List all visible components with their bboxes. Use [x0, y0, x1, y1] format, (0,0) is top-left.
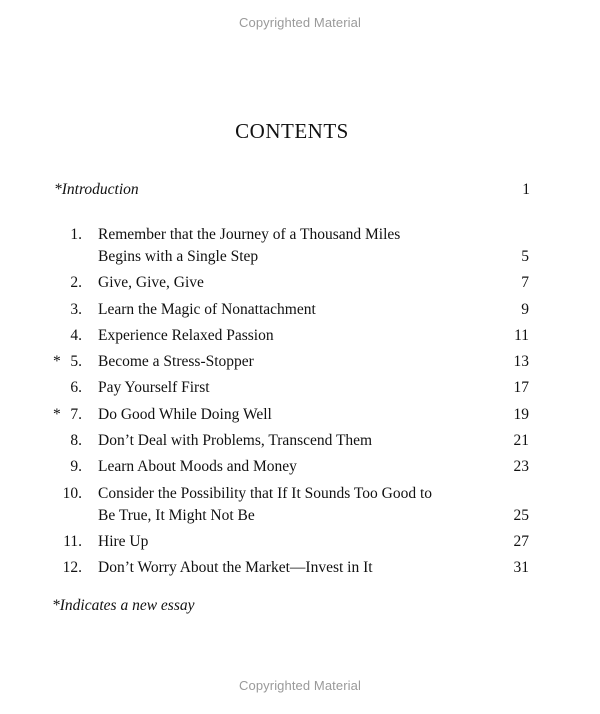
chapter-title: [98, 404, 478, 426]
chapter-title: [98, 325, 478, 347]
chapter-title: [98, 456, 478, 478]
chapter-page-number: 7: [521, 274, 529, 292]
toc-entry: [0, 224, 600, 268]
toc-entry: [0, 456, 600, 478]
chapter-title-line: Learn About Moods and Money: [98, 458, 297, 476]
toc-entry: [0, 351, 600, 373]
chapter-title: [98, 224, 478, 268]
chapter-title-line: Learn the Magic of Nonattachment: [98, 300, 316, 318]
toc-entry: [0, 272, 600, 294]
chapter-title: [98, 483, 478, 527]
chapter-number: 5.: [70, 353, 82, 371]
chapter-title-line: Give, Give, Give: [98, 274, 204, 292]
chapter-title-line: Be True, It Might Not Be: [98, 506, 255, 524]
chapter-page-number: 23: [513, 458, 529, 476]
chapter-number: 3.: [70, 300, 82, 318]
page-title: CONTENTS: [235, 119, 349, 143]
chapter-title-line: Do Good While Doing Well: [98, 405, 272, 423]
chapter-title: [98, 351, 478, 373]
introduction-label: *Introduction: [54, 181, 139, 198]
chapter-title-line: Pay Yourself First: [98, 379, 210, 397]
chapter-page-number: 21: [513, 432, 529, 450]
chapter-page-number: 17: [513, 379, 529, 397]
watermark-top: Copyrighted Material: [239, 15, 361, 30]
chapter-title-line: Hire Up: [98, 532, 149, 550]
chapter-title-line: Consider the Possibility that If It Sounds Too Good to: [98, 484, 433, 502]
chapter-page-number: 9: [521, 300, 529, 318]
chapter-title-line: Don’t Deal with Problems, Transcend Them: [98, 432, 373, 450]
chapter-title-line: Don’t Worry About the Market—Invest in It: [98, 559, 373, 577]
chapter-page-number: 25: [513, 506, 529, 524]
chapter-number: 8.: [70, 432, 82, 450]
chapter-page-number: 5: [521, 248, 529, 265]
chapter-number: 11.: [63, 532, 82, 550]
toc-entry-introduction: [54, 181, 530, 199]
chapter-number: 9.: [70, 458, 82, 476]
watermark-bottom: Copyrighted Material: [239, 678, 361, 693]
introduction-page-number: 1: [522, 181, 530, 198]
chapter-title-line: Begins with a Single Step: [98, 248, 259, 265]
chapter-page-number: 11: [514, 326, 529, 344]
chapter-title-line: Experience Relaxed Passion: [98, 326, 274, 344]
chapter-number: 12.: [62, 559, 82, 577]
chapter-title: [98, 272, 478, 294]
chapter-title: [98, 531, 478, 553]
toc-entry: [0, 557, 600, 579]
chapter-number: 1.: [70, 226, 82, 243]
toc-entry: [0, 377, 600, 399]
chapter-title-line: Become a Stress-Stopper: [98, 353, 254, 371]
chapter-title-line: Remember that the Journey of a Thousand Miles: [98, 226, 401, 243]
chapter-number: 6.: [70, 379, 82, 397]
toc-entry: [0, 404, 600, 426]
new-essay-marker: *: [53, 353, 61, 371]
chapter-number: 4.: [70, 326, 82, 344]
chapter-number: 2.: [70, 274, 82, 292]
chapter-number: 7.: [70, 405, 82, 423]
chapter-page-number: 27: [513, 532, 529, 550]
toc-entry: [0, 430, 600, 452]
toc-entry: [0, 483, 600, 527]
chapter-page-number: 19: [513, 405, 529, 423]
table-of-contents: [0, 224, 600, 584]
toc-entry: [0, 299, 600, 321]
chapter-title: [98, 557, 478, 579]
chapter-number: 10.: [62, 484, 82, 502]
chapter-page-number: 13: [513, 353, 529, 371]
new-essay-marker: *: [53, 405, 61, 423]
chapter-title: [98, 430, 478, 452]
toc-entry: [0, 325, 600, 347]
chapter-title: [98, 377, 478, 399]
chapter-page-number: 31: [513, 559, 529, 577]
toc-entry: [0, 531, 600, 553]
chapter-title: [98, 299, 478, 321]
footnote: *Indicates a new essay: [52, 597, 195, 614]
